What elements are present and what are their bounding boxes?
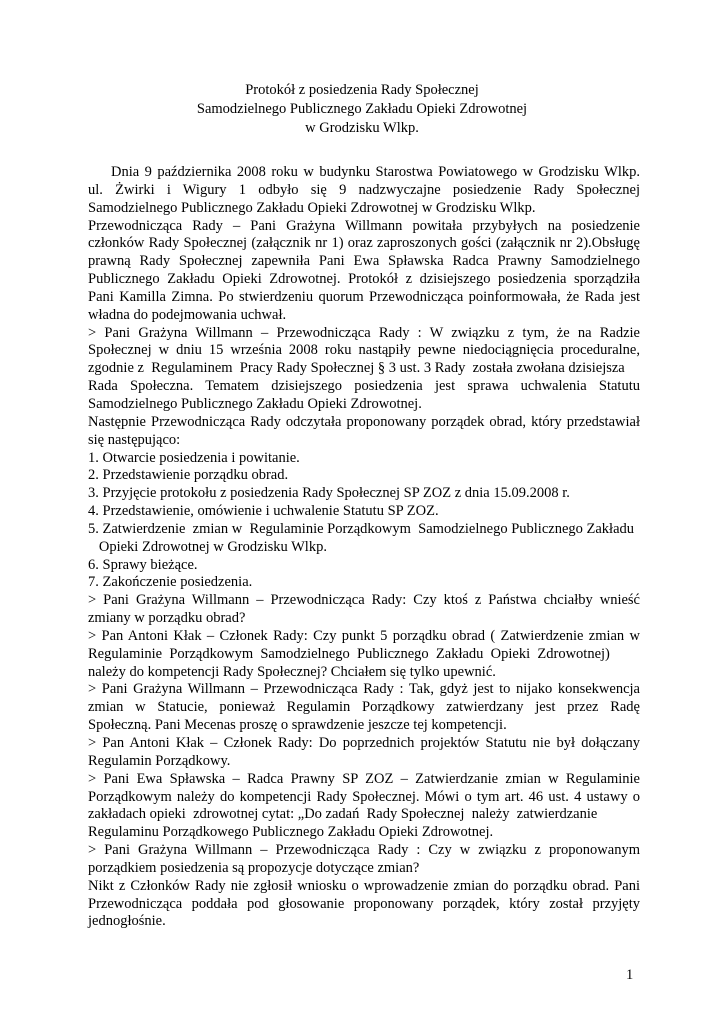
text-line: Regulaminu Porządkowego Publicznego Zakładu Opieki Zdrowotnej. <box>88 824 494 841</box>
text-line: > Pani Grażyna Willmann – Przewodnicząca Rady : W związku z tym, że na Radzie <box>88 324 640 341</box>
text-line: jednogłośnie. <box>88 913 166 930</box>
text-line: Samodzielnego Publicznego Zakładu Opieki Zdrowotnej w Grodzisku Wlkp. <box>88 199 536 216</box>
title-line-3: w Grodzisku Wlkp. <box>305 120 419 136</box>
text-line: prawną Rady Społecznej zapewniła Pani Ewa Spławska Radca Prawny Samodzielnego <box>88 253 640 270</box>
text-line: > Pani Ewa Spławska – Radca Prawny SP ZOZ – Zatwierdzanie zmian w Regulaminie <box>88 770 640 787</box>
text-line: się następująco: <box>88 431 181 448</box>
text-line: Opieki Zdrowotnej w Grodzisku Wlkp. <box>88 538 327 555</box>
text-line: należy do kompetencji Rady Społecznej? Chciałem się tylko upewnić. <box>88 663 496 680</box>
text-line: zmian w Statucie, ponieważ Regulamin Porządkowy zatwierdzany jest przez Radę <box>88 699 640 716</box>
text-line: Publicznego Zakładu Opieki Zdrowotnej. Protokół z dzisiejszego posiedzenia sporządziła <box>88 271 640 288</box>
text-line: > Pani Grażyna Willmann – Przewodnicząca Rady: Czy ktoś z Państwa chciałby wnieść <box>88 592 640 609</box>
text-line: Porządkowym należy do kompetencji Rady Społecznej. Mówi o tym art. 46 ust. 4 ustawy o <box>88 788 640 805</box>
text-line: 5. Zatwierdzenie zmian w Regulaminie Porządkowym Samodzielnego Publicznego Zakładu <box>88 520 635 537</box>
text-line: > Pani Grażyna Willmann – Przewodnicząca Rady : Tak, gdyż jest to nijako konsekwencja <box>88 681 640 698</box>
text-line: > Pani Grażyna Willmann – Przewodnicząca Rady : Czy w związku z proponowanym <box>88 842 640 859</box>
text-line: 1. Otwarcie posiedzenia i powitanie. <box>88 449 300 466</box>
text-line: Dnia 9 października 2008 roku w budynku Starostwa Powiatowego w Grodzisku Wlkp. <box>111 164 640 180</box>
text-line: Następnie Przewodnicząca Rady odczytała proponowany porządek obrad, który przedstawiał <box>88 413 640 430</box>
text-line: 6. Sprawy bieżące. <box>88 556 198 573</box>
text-line: zakładach opieki zdrowotnej cytat: „Do zadań Rady Społecznej należy zatwierdzanie <box>88 806 598 823</box>
page-number: 1 <box>626 967 634 983</box>
text-line: > Pan Antoni Kłak – Członek Rady: Do poprzednich projektów Statutu nie był dołączany <box>88 735 640 751</box>
text-line: Pani Kamilla Zimna. Po stwierdzeniu quorum Przewodnicząca poinformowała, że Rada jest <box>88 288 640 305</box>
document-body <box>88 164 640 931</box>
text-line: Przewodnicząca Rady – Pani Grażyna Willmann powitała przybyłych na posiedzenie <box>88 217 640 234</box>
text-line: Nikt z Członków Rady nie zgłosił wniosku o wprowadzenie zmian do porządku obrad. Pani <box>88 877 640 894</box>
text-line: zgodnie z Regulaminem Pracy Rady Społecznej § 3 ust. 3 Rady została zwołana dzisiejsza <box>88 360 625 377</box>
text-line: 3. Przyjęcie protokołu z posiedzenia Rady Społecznej SP ZOZ z dnia 15.09.2008 r. <box>88 485 570 502</box>
text-line: 2. Przedstawienie porządku obrad. <box>88 467 289 484</box>
text-line: ul. Żwirki i Wigury 1 odbyło się 9 nadzwyczajne posiedzenie Rady Społecznej <box>88 181 640 198</box>
text-line: Społeczną. Pani Mecenas proszę o sprawdzenie jeszcze tej kompetencji. <box>88 717 507 734</box>
title-line-1: Protokół z posiedzenia Rady Społecznej <box>245 82 479 98</box>
text-line: porządkiem posiedzenia są propozycje dotyczące zmian? <box>88 859 420 876</box>
text-line: > Pan Antoni Kłak – Członek Rady: Czy punkt 5 porządku obrad ( Zatwierdzenie zmian w <box>88 627 640 644</box>
text-line: władna do podejmowania uchwał. <box>88 306 287 323</box>
text-line: Regulamin Porządkowy. <box>88 752 231 769</box>
text-line: zmiany w porządku obrad? <box>88 610 246 627</box>
text-line: 7. Zakończenie posiedzenia. <box>88 574 253 591</box>
text-line: 4. Przedstawienie, omówienie i uchwalenie Statutu SP ZOZ. <box>88 503 439 520</box>
text-line: członków Rady Społecznej (załącznik nr 1) oraz zaproszonych gości (załącznik nr 2).Obsługę <box>88 235 640 252</box>
text-line: Społecznej w dniu 15 września 2008 roku nastąpiły pewne niedociągnięcia proceduralne, <box>88 342 640 359</box>
title-line-2: Samodzielnego Publicznego Zakładu Opieki Zdrowotnej <box>196 101 528 117</box>
text-line: Rada Społeczna. Tematem dzisiejszego posiedzenia jest sprawa uchwalenia Statutu <box>88 378 640 395</box>
text-line: Regulaminie Porządkowym Samodzielnego Publicznego Zakładu Opieki Zdrowotnej) <box>88 645 610 662</box>
text-line: Samodzielnego Publicznego Zakładu Opieki Zdrowotnej. <box>88 395 422 412</box>
text-line: Przewodnicząca poddała pod głosowanie proponowany porządek, który został przyjęty <box>88 895 640 912</box>
